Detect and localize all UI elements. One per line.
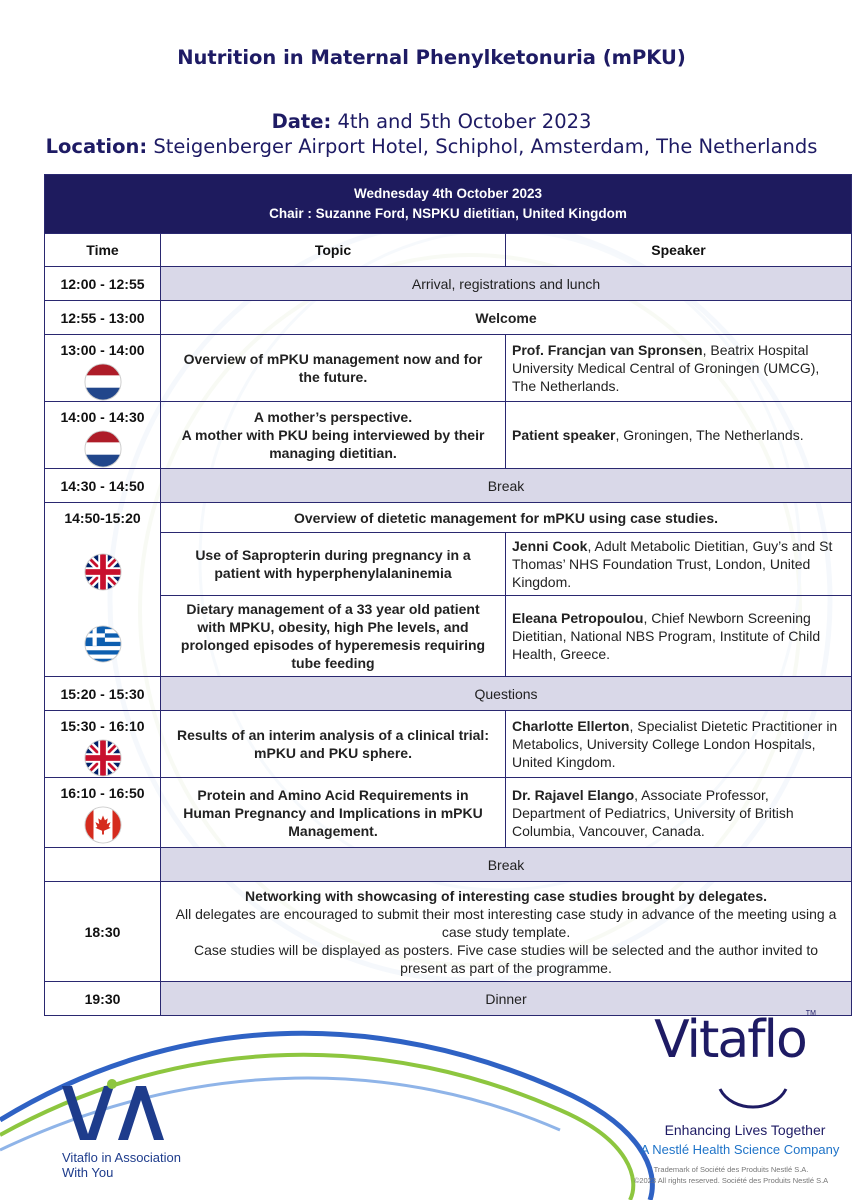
table-row: 18:30 Networking with showcasing of interesting case studies brought by delegates. All delegates are encouraged to submit their most interesting case study in advance of the meeting using a case study template. Case studies will be displayed as posters. Five case studies will be selected and the author invited to present as part of the programme. [45, 882, 852, 982]
table-row: 14:30 - 14:50 Break [45, 469, 852, 503]
column-header-row [45, 234, 852, 267]
trademark-notice: Trademark of Société des Produits Nestlé S.A. ©2023 All rights reserved. Société des Produits Nestlé S.A [633, 1165, 829, 1185]
column-speaker: Speaker [506, 234, 852, 267]
table-row: 13:00 - 14:00 Overview of mPKU management now and for the future. Prof. Francjan van Spronsen, Beatrix Hospital University Medical Central of Groningen (UMCG), The Netherlands. [45, 335, 852, 402]
page-title: Nutrition in Maternal Phenylketonuria (mPKU) [177, 46, 686, 69]
table-header-row [45, 175, 852, 234]
brand-tagline: Enhancing Lives Together [664, 1122, 826, 1138]
table-row: 14:50-15:20 Overview of dietetic management for mPKU using case studies. [45, 503, 852, 533]
table-row: 14:00 - 14:30 A mother’s perspective. A mother with PKU being interviewed by their managing dietitian. Patient speaker, Groningen, The Netherlands. [45, 402, 852, 469]
vitaflo-swoosh-icon [718, 1085, 788, 1115]
table-row: 15:20 - 15:30 Questions [45, 677, 852, 711]
uk-flag-icon [84, 739, 122, 777]
vitaflo-logo: Vitaflo™ [654, 1010, 816, 1070]
column-topic: Topic [161, 234, 506, 267]
table-row: 12:00 - 12:55 Arrival, registrations and lunch [45, 267, 852, 301]
chair-line: Chair : Suzanne Ford, NSPKU dietitian, United Kingdom [269, 206, 627, 221]
nestle-line: A Nestlé Health Science Company [640, 1142, 840, 1157]
programme-table [44, 174, 852, 1016]
column-time: Time [45, 234, 161, 267]
table-row: Break [45, 848, 852, 882]
table-row: Use of Sapropterin during pregnancy in a patient with hyperphenylalaninemia Jenni Cook, Adult Metabolic Dietitian, Guy’s and St Thomas’ NHS Foundation Trust, London, United Kingdom. [45, 533, 852, 596]
netherlands-flag-icon [84, 363, 122, 401]
event-location: Location: Steigenberger Airport Hotel, Schiphol, Amsterdam, The Netherlands [45, 135, 818, 158]
table-row: 19:30 Dinner [45, 982, 852, 1016]
table-row: 15:30 - 16:10 Results of an interim analysis of a clinical trial: mPKU and PKU sphere. Charlotte Ellerton, Specialist Dietetic Practitioner in Metabolics, University College London Hospitals, United Kingdom. [45, 711, 852, 778]
table-row: 16:10 - 16:50 Protein and Amino Acid Requirements in Human Pregnancy and Implications in mPKU Management. Dr. Rajavel Elango, Associate Professor, Department of Pediatrics, University of British Columbia, Vancouver, Canada. [45, 778, 852, 848]
event-date: Date: 4th and 5th October 2023 [271, 110, 592, 133]
day-heading: Wednesday 4th October 2023 Chair : Suzanne Ford, NSPKU dietitian, United Kingdom [45, 175, 852, 234]
table-row: 12:55 - 13:00 Welcome [45, 301, 852, 335]
via-tagline: Vitaflo in Association With You [62, 1150, 181, 1180]
uk-flag-icon [84, 553, 122, 591]
netherlands-flag-icon [84, 430, 122, 468]
table-row: Dietary management of a 33 year old patient with MPKU, obesity, high Phe levels, and prolonged episodes of hyperemesis requiring tube feeding Eleana Petropoulou, Chief Newborn Screening Dietitian, National NBS Program, Institute of Child Health, Greece. [45, 596, 852, 677]
greece-flag-icon [84, 625, 122, 663]
vitaflo-in-association-logo [60, 1078, 170, 1148]
canada-flag-icon [84, 806, 122, 844]
